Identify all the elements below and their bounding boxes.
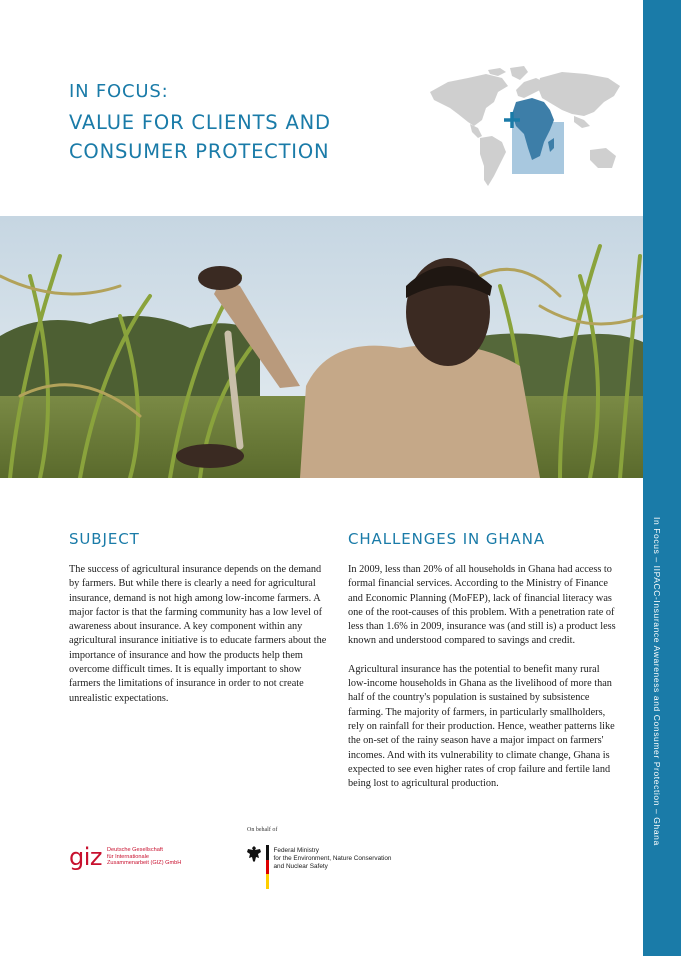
- challenges-paragraph-2: Agricultural insurance has the potential to benefit many rural low-income households in Ghana as the livelihood of more than half of the country's population is sustained by subsistence farming. The majority of farmers, in particularly smallholders, rely on rainfall for their production. Hence, weather patterns like the on-set of the rainy season have a major impact on farmers' incomes. And with its vulnerability to climate change, Ghana is expected to see even higher rates of crop failure and fertile land being lost to agricultural production.: [348, 663, 615, 790]
- german-flag-stripe: [266, 845, 269, 889]
- ministry-logo: [246, 845, 391, 889]
- on-behalf-label: On behalf of: [247, 827, 278, 833]
- challenges-section: [348, 527, 616, 791]
- giz-logo: [69, 844, 181, 870]
- page-title: [69, 77, 331, 166]
- farmer-photo: [0, 216, 643, 478]
- side-band: [643, 0, 681, 956]
- subject-heading: SUBJECT: [69, 530, 140, 548]
- side-footer-text: In Focus – IIPACC-Insurance Awareness and Consumer Protection – Ghana: [652, 517, 662, 846]
- giz-wordmark: giz: [69, 843, 102, 871]
- subject-section: [69, 527, 331, 706]
- challenges-heading: CHALLENGES IN GHANA: [348, 530, 545, 548]
- ministry-name: Federal Ministry for the Environment, Nature Conservation and Nuclear Safety: [273, 847, 392, 870]
- challenges-paragraph-1: In 2009, less than 20% of all households in Ghana had access to formal financial services. According to the Ministry of Finance and Economic Planning (MoFEP), lack of financial literacy was one of the root-causes of this problem. With a penetration rate of less than 1.6% in 2009, insurance was (and still is) a product less known and understood compared to savings and credit.: [348, 564, 616, 647]
- giz-name: Deutsche Gesellschaft für Internationale Zusammenarbeit (GIZ) GmbH: [107, 846, 182, 867]
- title-kicker: IN FOCUS:: [69, 81, 169, 102]
- title-line-1: VALUE FOR CLIENTS AND: [69, 111, 331, 134]
- world-map-icon: [424, 64, 628, 192]
- title-line-2: CONSUMER PROTECTION: [69, 140, 330, 163]
- subject-paragraph: The success of agricultural insurance depends on the demand by farmers. But while there is clearly a need for agricultural insurance, demand is not high among low-income farmers. A major factor is that the farming community has a low level of awareness about insurance. A key component within any agricultural insurance initiative is to educate farmers about the importance of insurance and how the products help them overcome difficult times. It is equally important to show farmers the limitations of insurance in order to not create unrealistic expectations.: [69, 564, 327, 704]
- eagle-icon: [246, 845, 262, 863]
